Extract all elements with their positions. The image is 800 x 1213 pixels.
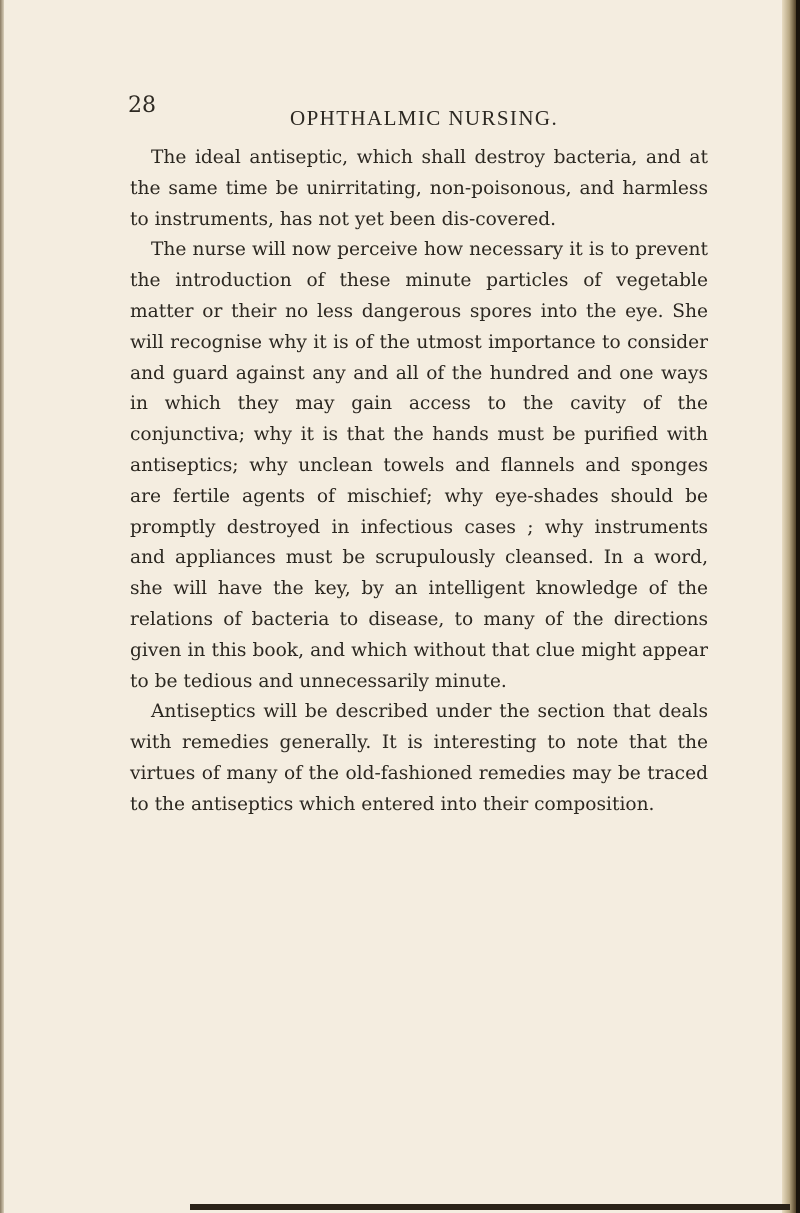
paragraph-1: The ideal antiseptic, which shall destroy bacteria, and at the same time be unirritating, non-poisonous, and harmless to instruments, has not yet been dis-covered. (130, 147, 708, 230)
page-number: 28 (128, 93, 156, 118)
running-head: OPHTHALMIC NURSING. (290, 106, 559, 130)
paragraph-2: The nurse will now perceive how necessary it is to prevent the introduction of these minute particles of vegetable matter or their no less dangerous spores into the eye. She will recognise why it is of the utmost importance to consider and guard against any and all of the hundred and one ways in which they may gain access to the cavity of the conjunctiva; why it is that the hands must be purified with antiseptics; why unclean towels and flannels and sponges are fertile agents of mischief; why eye-shades should be promptly destroyed in infectious cases ; why instruments and appliances must be scrupulously cleansed. In a word, she will have the key, by an intelligent knowledge of the relations of bacteria to disease, to many of the directions given in this book, and which without that clue might appear to be tedious and unnecessarily minute. (130, 239, 708, 692)
bottom-edge-shadow (190, 1204, 790, 1210)
page-right-edge (796, 0, 800, 1213)
page-left-edge (0, 0, 4, 1213)
paragraph-3: Antiseptics will be described under the section that deals with remedies generally. It is interesting to note that the virtues of many of the old-fashioned remedies may be traced to the antiseptics which entered into their composition. (130, 701, 708, 815)
body-text (130, 143, 708, 821)
